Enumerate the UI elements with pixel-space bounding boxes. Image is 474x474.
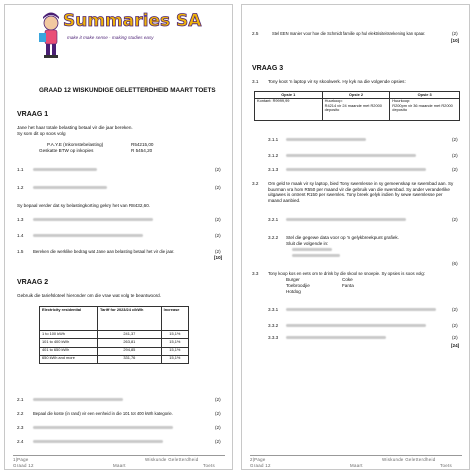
- q2-5-text: Stel EEN manier voor hoe die Schmidt familie op hul elektrisiteitsrekening kan spaar.: [272, 31, 426, 36]
- q3-1-2-blurred-text: [286, 154, 416, 157]
- q1-5-marks: (2): [215, 249, 221, 254]
- q3-total: [24]: [451, 343, 460, 348]
- q1-5-text: Bereken die werklike bedrag wat Jane aan belasting betaal het vir die jaar.: [33, 249, 175, 254]
- q2-3-number: 2.3: [17, 425, 24, 430]
- paye-value: R54215,00: [131, 142, 154, 147]
- q2-4-blurred-text: [33, 440, 163, 443]
- q1-3-blurred-text: [33, 218, 153, 221]
- q1-2-blurred-text: [33, 186, 107, 189]
- q3-3-1-blurred-text: [286, 308, 436, 311]
- q1-4-marks: (2): [215, 233, 221, 238]
- footer-type: Toets: [440, 463, 452, 468]
- footer-rule: [13, 455, 225, 456]
- q1-5-number: 1.5: [17, 249, 24, 254]
- option-1-header: Opsie 1: [255, 92, 323, 99]
- q2-total: [10]: [451, 38, 460, 43]
- laptop-options-table: [254, 91, 460, 121]
- q1-total: [10]: [214, 255, 223, 260]
- q3-1-1-number: 3.1.1: [268, 137, 279, 142]
- tariff-header-increase: Increase: [161, 307, 188, 331]
- q3-2-1-number: 3.2.1: [268, 217, 279, 222]
- table-row: Kontant: R9999,99 Huurkoop: R4214 vir 24 maande met R2000 deposito Huurkoop: R200pm vir 36 maande met R2000 deposito: [255, 98, 460, 120]
- table-row: 101 to 400 kWh 263,81 15,1%: [40, 339, 189, 347]
- q1-2-marks: (2): [215, 185, 221, 190]
- q3-1-3-blurred-text: [286, 168, 426, 171]
- q3-3-1-number: 3.3.1: [268, 307, 279, 312]
- q3-2-2-text-2: Sluit die volgende in:: [286, 241, 329, 246]
- q3-2-2-text-1: Stel die gegewe data voor op 'n gelykbreekpunt grafiek.: [286, 235, 399, 240]
- q3-2-2-blurred-list-2: [292, 254, 340, 257]
- q1-intro-2: Sy som dit op soos volg: [17, 131, 66, 136]
- footer-subject: Wiskunde Geletterdheid: [382, 457, 436, 462]
- food-option-burger: Burger: [286, 277, 300, 282]
- q1-heading: VRAAG 1: [17, 111, 49, 118]
- q2-2-number: 2.2: [17, 411, 24, 416]
- q3-1-number: 3.1: [252, 79, 259, 84]
- q3-3-2-marks: (2): [452, 323, 458, 328]
- tariff-header-tariff: Tariff for 2023/24 c/kWh: [98, 307, 162, 331]
- q2-4-number: 2.4: [17, 439, 24, 444]
- q2-heading: VRAAG 2: [17, 279, 49, 286]
- food-option-toebroodjie: Toebroodjie: [286, 283, 310, 288]
- q3-3-3-number: 3.3.3: [268, 335, 279, 340]
- q3-1-2-marks: (2): [452, 153, 458, 158]
- brand-name: Summaries SA: [63, 11, 202, 31]
- q2-intro: Gebruik die tariefsloteel hieronder om die vrae wat volg te beantwoord.: [17, 293, 162, 298]
- footer-grade: Graad 12: [250, 463, 271, 468]
- q3-2-text: Om geld te maak vir sy laptop, bied Tony swemlesse in sy gemeenskap se swembad aan. Sy buurman vra hom R550 per maand vir die gebruik van die swembad. Sy ander veranderlike uitgawes is ontrent R150 per swemles. Tony breek gelyk indien hy sewe swemlesse per maand aanbied.: [268, 181, 454, 203]
- q3-2-2-blurred-list-1: [292, 248, 332, 251]
- q1-4-blurred-text: [33, 234, 143, 237]
- q2-1-marks: (2): [215, 397, 221, 402]
- test-title: GRAAD 12 WISKUNDIGE GELETTERDHEID MAART TOETS: [39, 87, 216, 94]
- q1-1-blurred-text: [33, 168, 97, 171]
- vat-label: Geskatte BTW op inkopies: [39, 148, 94, 153]
- drink-option-fanta: Fanta: [342, 283, 354, 288]
- q3-3-2-blurred-text: [286, 324, 426, 327]
- option-2-header: Opsie 2: [322, 92, 390, 99]
- footer-page: 2|Page: [250, 457, 266, 462]
- page-1: [4, 4, 233, 470]
- q2-5-marks: (2): [452, 31, 458, 36]
- q3-3-text: Tony koop kos en eets om te drink by die skool se snoepie. Sy opsies is soos volg:: [268, 271, 425, 276]
- q3-3-3-blurred-text: [286, 336, 386, 339]
- q3-1-1-blurred-text: [286, 138, 366, 141]
- q2-5-number: 2.5: [252, 31, 259, 36]
- q3-3-1-marks: (2): [452, 307, 458, 312]
- q2-2-marks: (2): [215, 411, 221, 416]
- q1-1-marks: (2): [215, 167, 221, 172]
- footer-month: Maart: [350, 463, 363, 468]
- footer-month: Maart: [113, 463, 126, 468]
- tariff-header-category: Electricity residential: [40, 307, 98, 331]
- q3-2-1-marks: (2): [452, 217, 458, 222]
- vat-value: R 5454,20: [131, 148, 153, 153]
- table-row: 650 kWh and more 331,76 15,1%: [40, 355, 189, 363]
- footer-page: 1|Page: [13, 457, 29, 462]
- electricity-tariff-table: [39, 306, 189, 364]
- brand-tagline: make it make sense · making studies easy: [67, 35, 154, 40]
- q1-3-marks: (2): [215, 217, 221, 222]
- table-row: 1 to 100 kWh 241,37 15,1%: [40, 331, 189, 339]
- q1-intro-3: Sy bepaal verder dat sy belastingkorting gekry het van R8432,60.: [17, 203, 151, 208]
- q3-2-2-number: 3.2.2: [268, 235, 279, 240]
- q3-3-3-marks: (2): [452, 335, 458, 340]
- food-option-hotdog: Hotdog: [286, 289, 301, 294]
- q3-1-3-marks: (2): [452, 167, 458, 172]
- q1-4-number: 1.4: [17, 233, 24, 238]
- q3-1-text: Tony koot 'n laptop vir sy skoolwerk. Hy kyk na die volgende opsies:: [268, 79, 406, 84]
- q3-1-3-number: 3.1.3: [268, 167, 279, 172]
- table-row: 401 to 650 kWh 294,85 15,1%: [40, 347, 189, 355]
- q1-3-number: 1.3: [17, 217, 24, 222]
- q1-intro-1: Jane het haar totale belasting betaal vir die jaar bereken.: [17, 125, 133, 130]
- q3-1-2-number: 3.1.2: [268, 153, 279, 158]
- q1-1-number: 1.1: [17, 167, 24, 172]
- q2-1-number: 2.1: [17, 397, 24, 402]
- q3-2-2-marks: (6): [452, 261, 458, 266]
- q3-heading: VRAAG 3: [252, 65, 284, 72]
- mascot-icon: [39, 13, 59, 59]
- paye-label: P.A.Y.E (Inkomstebelasting): [47, 142, 104, 147]
- footer-rule: [250, 455, 462, 456]
- q3-2-number: 3.2: [252, 181, 259, 186]
- page-2: [241, 4, 470, 470]
- footer-grade: Graad 12: [13, 463, 34, 468]
- drink-option-coke: Coke: [342, 277, 353, 282]
- q2-4-marks: (2): [215, 439, 221, 444]
- q2-1-blurred-text: [33, 398, 123, 401]
- footer-subject: Wiskunde Geletterdheid: [145, 457, 199, 462]
- q2-3-marks: (2): [215, 425, 221, 430]
- q2-2-text: Bepaal die koste (in rand) vir een eenheid in die 101 tot 400 kWh kategorie.: [33, 411, 173, 416]
- q3-2-1-blurred-text: [286, 218, 406, 221]
- q3-3-number: 3.3: [252, 271, 259, 276]
- q1-2-number: 1.2: [17, 185, 24, 190]
- q2-3-blurred-text: [33, 426, 173, 429]
- q3-1-1-marks: (2): [452, 137, 458, 142]
- footer-type: Toets: [203, 463, 215, 468]
- option-3-header: Opsie 3: [390, 92, 460, 99]
- q3-3-2-number: 3.3.2: [268, 323, 279, 328]
